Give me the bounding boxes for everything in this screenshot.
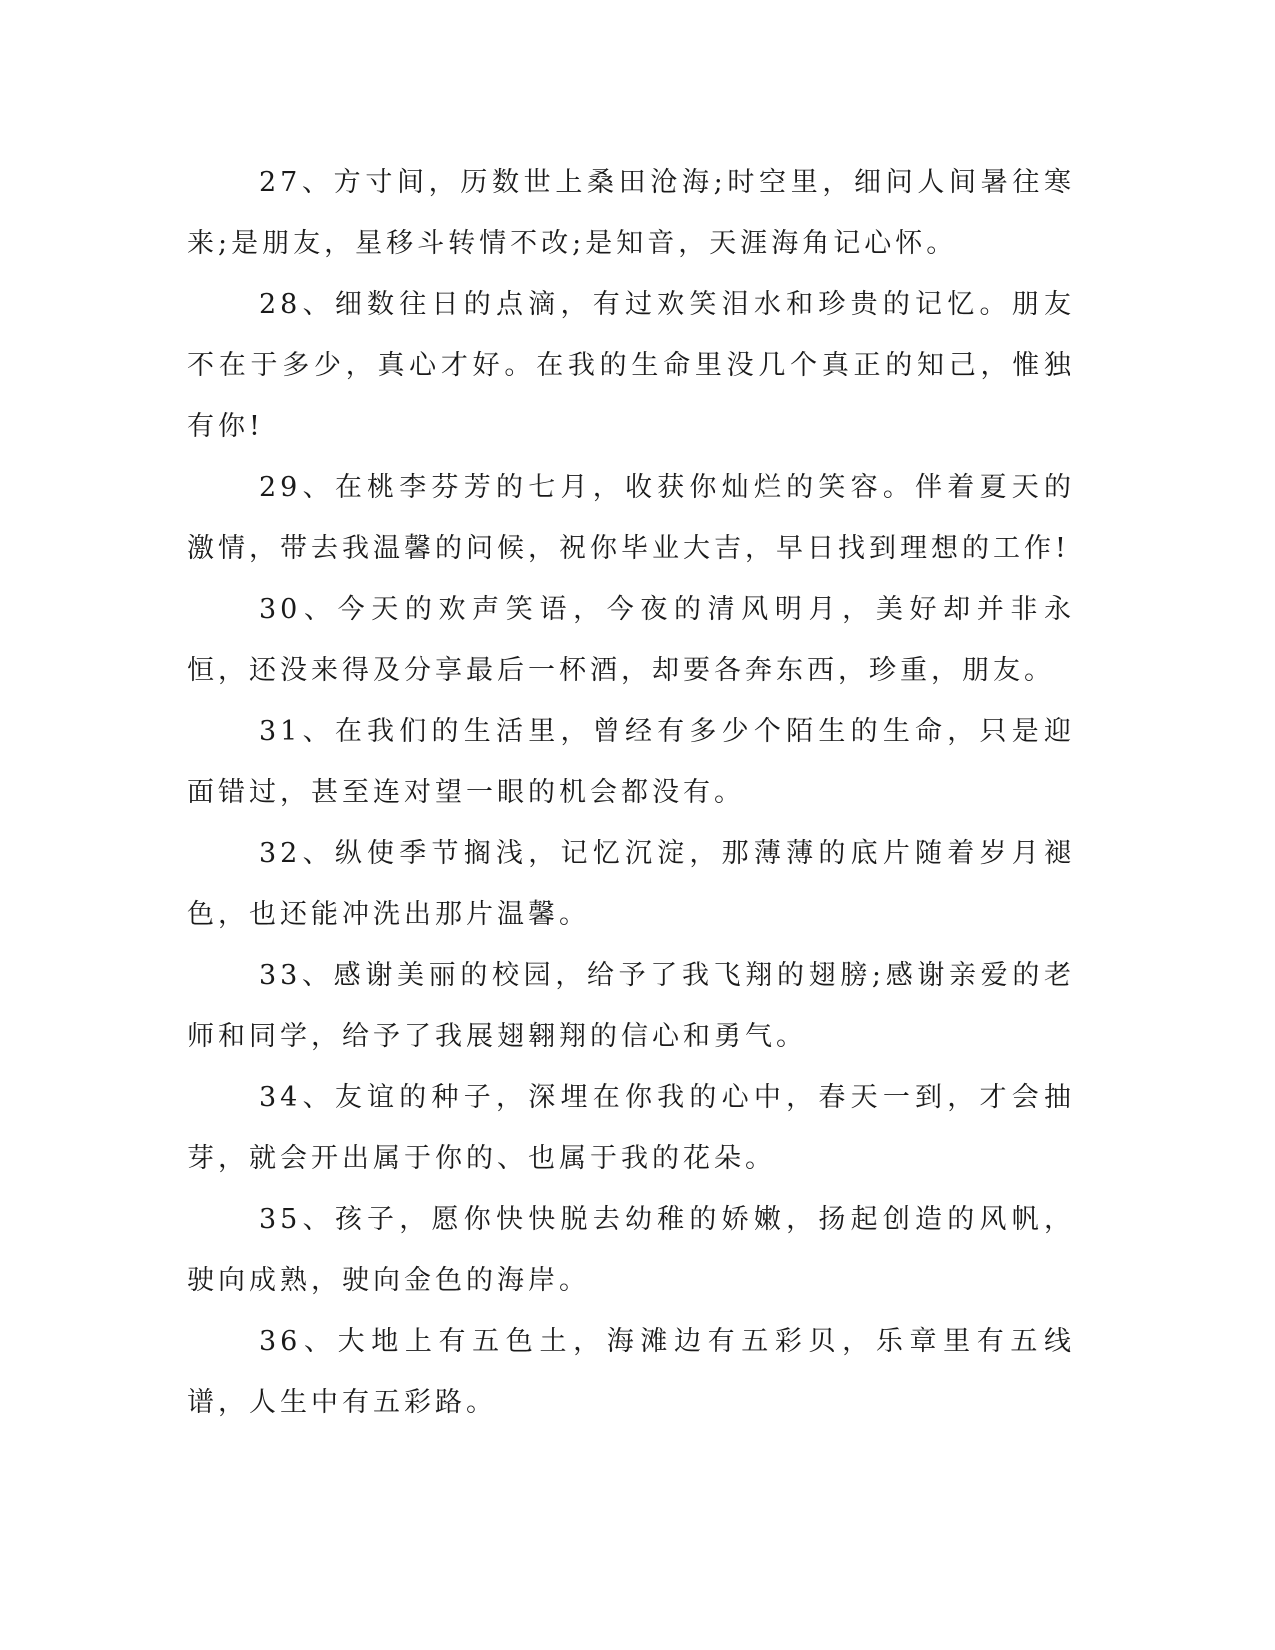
paragraph-36: 36、大地上有五色土，海滩边有五彩贝，乐章里有五线谱，人生中有五彩路。 xyxy=(187,1326,1075,1418)
paragraph-35: 35、孩子，愿你快快脱去幼稚的娇嫩，扬起创造的风帆，驶向成熟，驶向金色的海岸。 xyxy=(187,1204,1075,1296)
paragraph-32: 32、纵使季节搁浅，记忆沉淀，那薄薄的底片随着岁月褪色，也还能冲洗出那片温馨。 xyxy=(187,838,1075,930)
paragraph-31: 31、在我们的生活里，曾经有多少个陌生的生命，只是迎面错过，甚至连对望一眼的机会都没有。 xyxy=(187,716,1075,808)
paragraph-33: 33、感谢美丽的校园，给予了我飞翔的翅膀;感谢亲爱的老师和同学，给予了我展翅翱翔的信心和勇气。 xyxy=(187,960,1075,1052)
document-body xyxy=(187,152,1075,1433)
paragraph-30: 30、今天的欢声笑语，今夜的清风明月，美好却并非永恒，还没来得及分享最后一杯酒，却要各奔东西，珍重，朋友。 xyxy=(187,594,1075,686)
paragraph-34: 34、友谊的种子，深埋在你我的心中，春天一到，才会抽芽，就会开出属于你的、也属于我的花朵。 xyxy=(187,1082,1075,1174)
paragraph-28: 28、细数往日的点滴，有过欢笑泪水和珍贵的记忆。朋友不在于多少，真心才好。在我的生命里没几个真正的知己，惟独有你! xyxy=(187,289,1075,442)
paragraph-27: 27、方寸间，历数世上桑田沧海;时空里，细问人间暑往寒来;是朋友，星移斗转情不改;是知音，天涯海角记心怀。 xyxy=(187,167,1075,259)
paragraph-29: 29、在桃李芬芳的七月，收获你灿烂的笑容。伴着夏天的激情，带去我温馨的问候，祝你毕业大吉，早日找到理想的工作! xyxy=(187,472,1075,564)
